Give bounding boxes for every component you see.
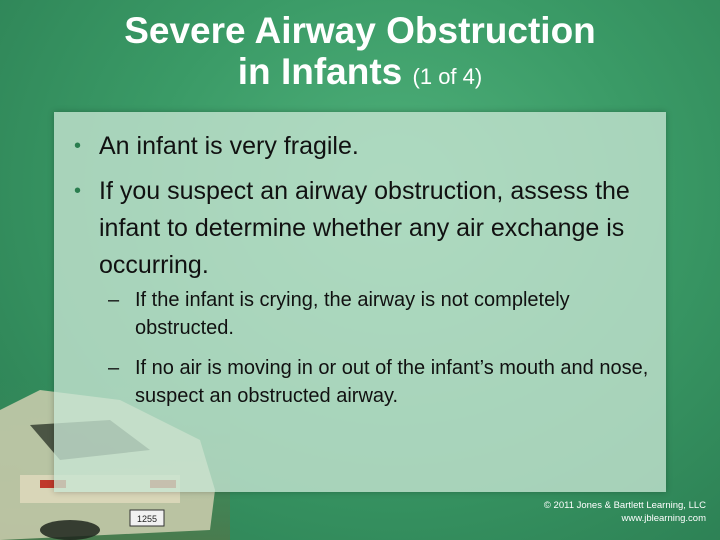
bullet-text: If you suspect an airway obstruction, assess the infant to determine whether any air exchange is occurring. [99,177,630,279]
sub-bullet-item-2 [108,354,653,410]
bullet-text: An infant is very fragile. [99,132,359,160]
license-plate-text: 1255 [136,514,158,524]
sub-bullet-text: If the infant is crying, the airway is not completely obstructed. [135,289,570,339]
title-suffix: (1 of 4) [412,64,483,89]
title-line-1: Severe Airway Obstruction [124,10,596,51]
sub-bullet-item-1 [108,286,653,342]
sub-bullet-text: If no air is moving in or out of the infant’s mouth and nose, suspect an obstructed airway. [135,357,649,407]
title-line-2 [0,51,720,97]
title-line-2-text: in Infants [237,51,403,92]
bullet-item-1 [74,128,664,165]
bullet-marker: • [74,135,82,157]
sub-bullet-marker: – [108,289,120,311]
copyright-line: © 2011 Jones & Bartlett Learning, LLC [543,500,706,511]
bullet-item-2 [74,173,664,284]
slide-title [0,10,720,97]
copyright-notice [544,499,706,525]
website-line: www.jblearning.com [621,513,706,524]
bullet-marker: • [74,180,82,202]
sub-bullet-marker: – [108,357,120,379]
